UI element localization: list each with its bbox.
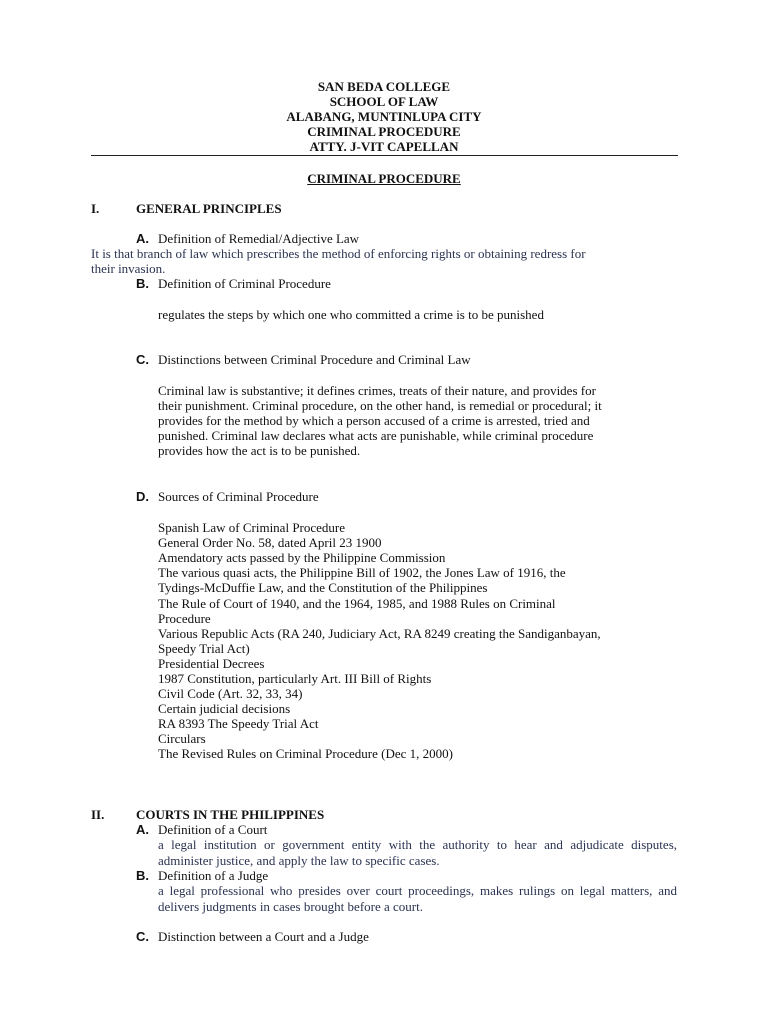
section2-number: II. (91, 807, 105, 822)
source-item: Civil Code (Art. 32, 33, 34) (158, 686, 303, 701)
section2-c-title: Distinction between a Court and a Judge (158, 929, 369, 944)
source-item: Certain judicial decisions (158, 701, 291, 716)
source-item: Procedure (158, 611, 211, 626)
section1-c-line: punished. Criminal law declares what acts are punishable, while criminal procedure (158, 428, 594, 443)
section1-c-title: Distinctions between Criminal Procedure and Criminal Law (158, 352, 471, 367)
section2-a-letter: A. (136, 822, 149, 837)
section1-a-title: Definition of Remedial/Adjective Law (158, 231, 360, 246)
section2-heading: COURTS IN THE PHILIPPINES (136, 807, 325, 822)
header-divider (91, 155, 678, 156)
section1-d-letter: D. (136, 489, 149, 504)
header-school: SCHOOL OF LAW (329, 94, 439, 109)
header-course: CRIMINAL PROCEDURE (307, 124, 461, 139)
section1-heading: GENERAL PRINCIPLES (136, 201, 282, 216)
source-item: Various Republic Acts (RA 240, Judiciary Act, RA 8249 creating the Sandiganbayan, (158, 626, 601, 641)
section1-c-line: Criminal law is substantive; it defines crimes, treats of their nature, and provides for (158, 383, 596, 398)
document-title: CRIMINAL PROCEDURE (307, 171, 461, 186)
source-item: The Rule of Court of 1940, and the 1964, 1985, and 1988 Rules on Criminal (158, 596, 556, 611)
section2-b-title: Definition of a Judge (158, 868, 269, 883)
section2-a-definition: a legal institution or government entity with the authority to hear and adjudicate disputes, administer justice, and apply the law to specific cases. (158, 837, 677, 868)
source-item: Speedy Trial Act) (158, 641, 250, 656)
section1-d-title: Sources of Criminal Procedure (158, 489, 319, 504)
source-item: General Order No. 58, dated April 23 1900 (158, 535, 382, 550)
section1-b-title: Definition of Criminal Procedure (158, 276, 331, 291)
section1-number: I. (91, 201, 100, 216)
source-item: The Revised Rules on Criminal Procedure (Dec 1, 2000) (158, 746, 453, 761)
section2-a-title: Definition of a Court (158, 822, 268, 837)
source-item: The various quasi acts, the Philippine Bill of 1902, the Jones Law of 1916, the (158, 565, 566, 580)
source-item: Spanish Law of Criminal Procedure (158, 520, 346, 535)
section1-a-text-line2: their invasion. (91, 261, 166, 276)
source-item: 1987 Constitution, particularly Art. III Bill of Rights (158, 671, 432, 686)
source-item: Tydings-McDuffie Law, and the Constitution of the Philippines (158, 580, 488, 595)
section1-b-letter: B. (136, 276, 149, 291)
source-item: Amendatory acts passed by the Philippine Commission (158, 550, 446, 565)
header-address: ALABANG, MUNTINLUPA CITY (286, 109, 482, 124)
source-item: Presidential Decrees (158, 656, 265, 671)
section1-c-letter: C. (136, 352, 149, 367)
section1-c-line: provides for the method by which a person accused of a crime is arrested, tried and (158, 413, 590, 428)
section2-b-definition: a legal professional who presides over court proceedings, makes rulings on legal matters, and delivers judgments in cases brought before a court. (158, 883, 677, 914)
header-professor: ATTY. J-VIT CAPELLAN (309, 139, 459, 154)
section2-c-letter: C. (136, 929, 149, 944)
source-item: RA 8393 The Speedy Trial Act (158, 716, 319, 731)
section2-b-letter: B. (136, 868, 149, 883)
section1-c-line: provides how the act is to be punished. (158, 443, 361, 458)
header-college: SAN BEDA COLLEGE (317, 79, 451, 94)
section1-b-text: regulates the steps by which one who committed a crime is to be punished (158, 307, 544, 322)
section1-a-text-line1: It is that branch of law which prescribes the method of enforcing rights or obtaining redress for (91, 246, 586, 261)
section1-c-line: their punishment. Criminal procedure, on the other hand, is remedial or procedural; it (158, 398, 602, 413)
source-item: Circulars (158, 731, 206, 746)
section1-a-letter: A. (136, 231, 149, 246)
